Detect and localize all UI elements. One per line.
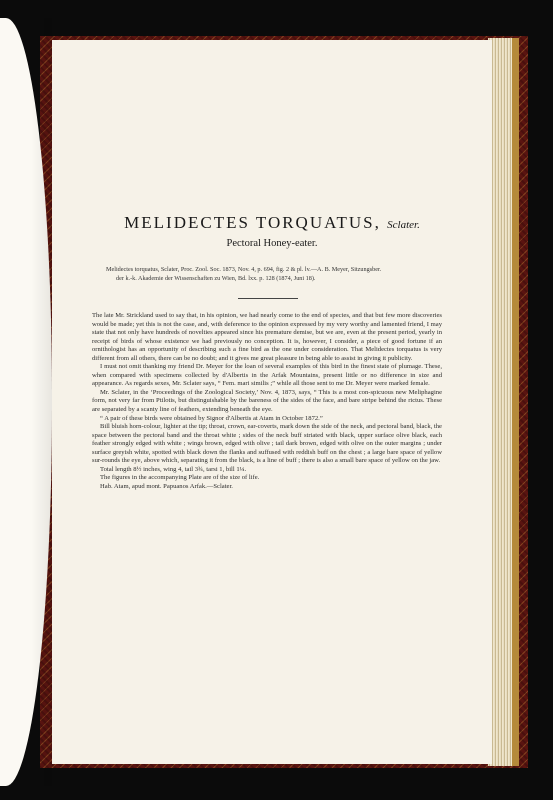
body-text (92, 312, 442, 491)
paragraph: I must not omit thanking my friend Dr. Meyer for the loan of several examples of this bird in the finest state of plumage. These, when compared with specimens collected by d'Albertis in the Arfak Mountains, present little or no difference in size and appearance. As regards sexes, Mr. Sclater says, “ Fem. mari similis ;” while all those sent to me Dr. Meyer were marked female. (92, 363, 442, 388)
page-title (52, 213, 492, 233)
paragraph: Mr. Sclater, in the ‘Proceedings of the Zoological Society,’ Nov. 4, 1873, says, “ This is a most con-spicuous new Meliphagine form, not very far from Ptilotis, but distinguishable by the bareness of the sides of the face, and bare stripe behind the rictus. These are separated by a scanty line of feathers, extending beneath the eye. (92, 388, 442, 414)
species-name: MELIDECTES TORQUATUS, (124, 213, 381, 232)
paragraph: The late Mr. Strickland used to say that, in his opinion, we had nearly come to the end of species, and that but few more discoveries would be made; yet this is not the case, and, with deference to the opinion expressed by my very worthy and lamented friend, I may state that not only have hundreds of novelties appeared since his premature demise, but we are, even at the present period, yearly in receipt of birds of whose existence we had previously no conception. It is, however, I consider, a piece of good fortune if an ornithologist has an opportunity of describing such a fine bird as the one under consideration. That Melidectes torquatus is very different from all others, there can be no doubt; and it gives me great pleasure in being able to assist in giving it publicity. (92, 312, 442, 362)
species-author: Sclater. (387, 219, 420, 231)
paragraph: The figures in the accompanying Plate are of the size of life. (100, 474, 260, 482)
paragraph: Bill bluish horn-colour, lighter at the tip; throat, crown, ear-coverts, mark down the side of the neck, and pectoral band, black, the space between the pectoral band and the throat white ; sides of the neck buff striated with black, upper surface olive black, each feather strongly edged with white ; wings brown, edged with olive ; tail dark brown, edged with olive on the outer margins ; under surface greyish white, spotted with black down the flanks and suffused with reddish buff on the chest ; a large bare space of yellow sur-rounds the eye, above which, separating it from the black, is a line of buff ; there is also a small bare space of yellow on the jaw. (92, 423, 442, 465)
gutter-shadow (0, 18, 52, 786)
gilt-edge (512, 38, 519, 766)
paragraph: Hab. Atam, apud mont. Papuanos Arfak.—Sclater. (100, 482, 233, 490)
paragraph: “ A pair of these birds were obtained by Signor d'Albertis at Atam in October 1872.” (100, 414, 323, 422)
references (100, 265, 460, 283)
common-name: Pectoral Honey-eater. (226, 238, 318, 249)
paragraph: Total length 8½ inches, wing 4, tail 3¾, tarsi 1, bill 1¼. (100, 465, 247, 473)
reference-line-1: Melidectes torquatus, Sclater, Proc. Zool. Soc. 1873, Nov. 4, p. 694, fig. 2 & pl. lv.—A. B. Meyer, Sitzungsber. (106, 266, 382, 273)
divider (238, 298, 298, 299)
reference-line-2: der k.-k. Akademie der Wissenschaften zu Wien, Bd. lxx. p. 128 (1874, Juni 18). (116, 275, 316, 282)
